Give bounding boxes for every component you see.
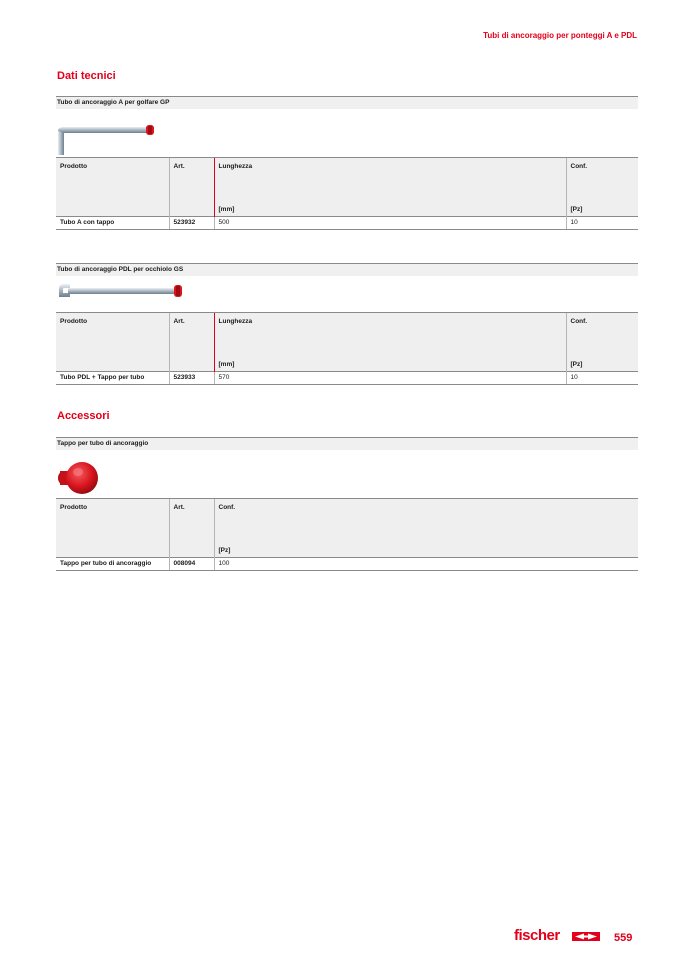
cell-pack: 10 [566, 217, 638, 230]
column-header-art: Art. [173, 504, 185, 511]
product-title: Tappo per tubo di ancoraggio [56, 437, 638, 450]
column-header-length: Lunghezza [218, 318, 253, 325]
column-header-art: Art. [173, 163, 185, 170]
page-number: 559 [614, 932, 633, 944]
spec-table-cap [56, 498, 638, 571]
anchor-tube-pdl-image [56, 276, 186, 312]
running-title: Tubi di ancoraggio per ponteggi A e PDL [483, 31, 637, 40]
product-title: Tubo di ancoraggio PDL per occhiolo GS [56, 263, 638, 276]
spec-table-tube-a [56, 157, 638, 230]
brand-logo-mark-icon [572, 932, 600, 941]
table-row [56, 558, 638, 571]
cell-product: Tubo PDL + Tappo per tubo [56, 372, 169, 385]
brand-logo: fischer [514, 927, 560, 944]
column-unit-length: [mm] [218, 206, 235, 213]
product-image-cap [56, 450, 638, 498]
column-header-pack: Conf. [218, 504, 236, 511]
product-image-tube-a [56, 109, 638, 157]
cell-art: 523933 [169, 372, 214, 385]
column-header-product: Prodotto [60, 318, 88, 325]
table-row [56, 217, 638, 230]
column-unit-pack: [Pz] [218, 547, 231, 554]
cell-pack: 100 [214, 558, 638, 571]
column-header-length: Lunghezza [218, 163, 253, 170]
column-header-pack: Conf. [570, 318, 588, 325]
section-title-technical-data: Dati tecnici [57, 70, 116, 82]
cell-product: Tubo A con tappo [56, 217, 169, 230]
column-header-art: Art. [173, 318, 185, 325]
column-header-product: Prodotto [60, 163, 88, 170]
product-block-cap [56, 437, 638, 571]
product-title: Tubo di ancoraggio A per golfare GP [56, 96, 638, 109]
tube-cap-image [56, 450, 106, 498]
column-header-pack: Conf. [570, 163, 588, 170]
product-image-tube-pdl [56, 276, 638, 312]
product-block-tube-a [56, 96, 638, 230]
column-header-product: Prodotto [60, 504, 88, 511]
section-title-accessories: Accessori [57, 410, 110, 422]
anchor-tube-a-image [56, 109, 166, 157]
table-row [56, 372, 638, 385]
spec-table-tube-pdl [56, 312, 638, 385]
column-unit-pack: [Pz] [570, 361, 583, 368]
cell-product: Tappo per tubo di ancoraggio [56, 558, 169, 571]
cell-art: 008094 [169, 558, 214, 571]
column-unit-length: [mm] [218, 361, 235, 368]
column-unit-pack: [Pz] [570, 206, 583, 213]
cell-length: 570 [214, 372, 566, 385]
cell-length: 500 [214, 217, 566, 230]
cell-pack: 10 [566, 372, 638, 385]
product-block-tube-pdl [56, 263, 638, 385]
cell-art: 523932 [169, 217, 214, 230]
